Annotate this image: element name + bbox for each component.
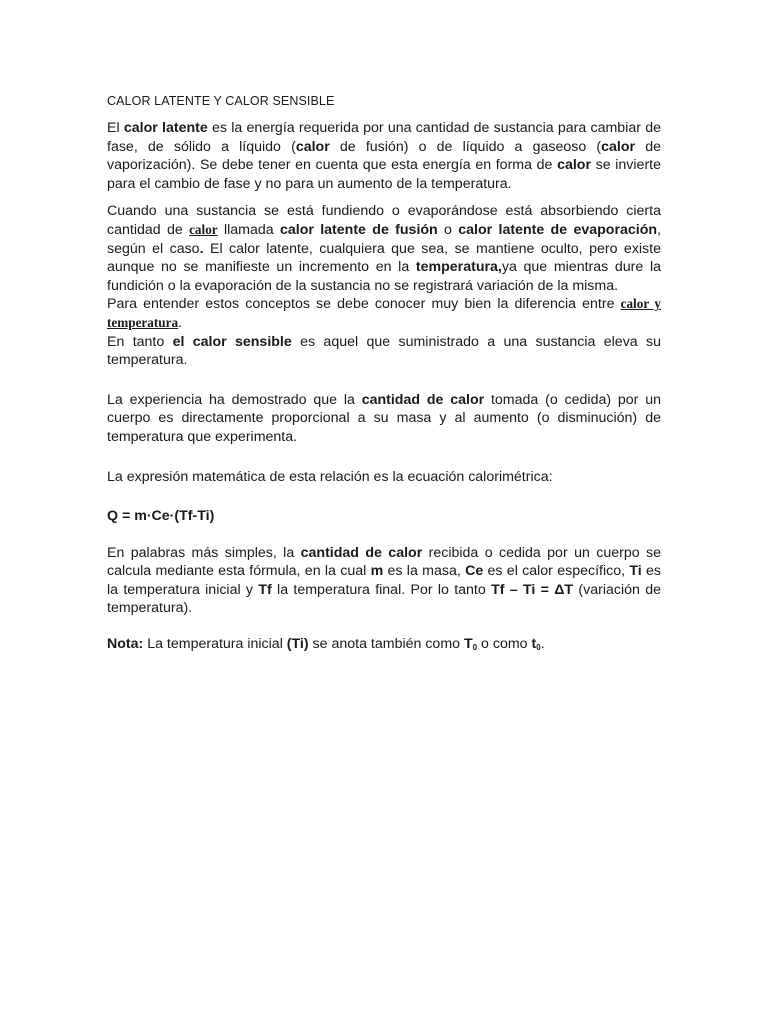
paragraph-sensible-heat: En tanto el calor sensible es aquel que suministrado a una sustancia eleva su temperatura.: [107, 333, 661, 369]
paragraph-proportionality: La experiencia ha demostrado que la cantidad de calor tomada (o cedida) por un cuerpo es directamente proporcional a su masa y al aumento (o disminución) de temperatura que experimenta.: [107, 391, 662, 445]
paragraph-equation-intro: La expresión matemática de esta relación es la ecuación calorimétrica:: [107, 468, 553, 485]
link-calor[interactable]: calor: [189, 221, 218, 237]
note-label: Nota:: [107, 636, 144, 653]
paragraph-latent-heat-definition: El calor latente es la energía requerida por una cantidad de sustancia para cambiar de fase, de sólido a líquido (calor de fusión) o de líquido a gaseoso (calor de vaporización). Se debe tener en cuenta que esta energía en forma de calor se invierte para el cambio de fase y no para un aumento de la temperatura.: [107, 120, 662, 192]
paragraph-heat-vs-temperature: Para entender estos conceptos se debe conocer muy bien la diferencia entre calor y temperatura.: [107, 296, 662, 331]
document-page: [107, 94, 661, 658]
link-calor-y-temperatura[interactable]: calor y temperatura: [107, 296, 662, 330]
paragraph-formula-explanation: En palabras más simples, la cantidad de calor recibida o cedida por un cuerpo se calcula mediante esta fórmula, en la cual m es la masa, Ce es el calor específico, Ti es la temperatura inicial y Tf la temperatura final. Por lo tanto Tf – Ti = ΔT (variación de temperatura).: [107, 544, 661, 617]
document-title: CALOR LATENTE Y CALOR SENSIBLE: [107, 94, 335, 108]
calorimetric-formula: Q = m·Ce·(Tf-Ti): [107, 508, 215, 525]
paragraph-fusion-evaporation: Cuando una sustancia se está fundiendo o evaporándose está absorbiendo cierta cantidad de calor llamada calor latente de fusión o calor latente de evaporación, según el caso. El calor latente, cualquiera que sea, se mantiene oculto, pero existe aunque no se manifieste un incremento en la temperatura,ya que mientras dure la fundición o la evaporación de la sustancia no se registrará variación de la misma.: [107, 203, 662, 294]
note-paragraph: Nota: La temperatura inicial (Ti) se anota también como $T_0$ o como $t_0$.: [107, 636, 545, 653]
